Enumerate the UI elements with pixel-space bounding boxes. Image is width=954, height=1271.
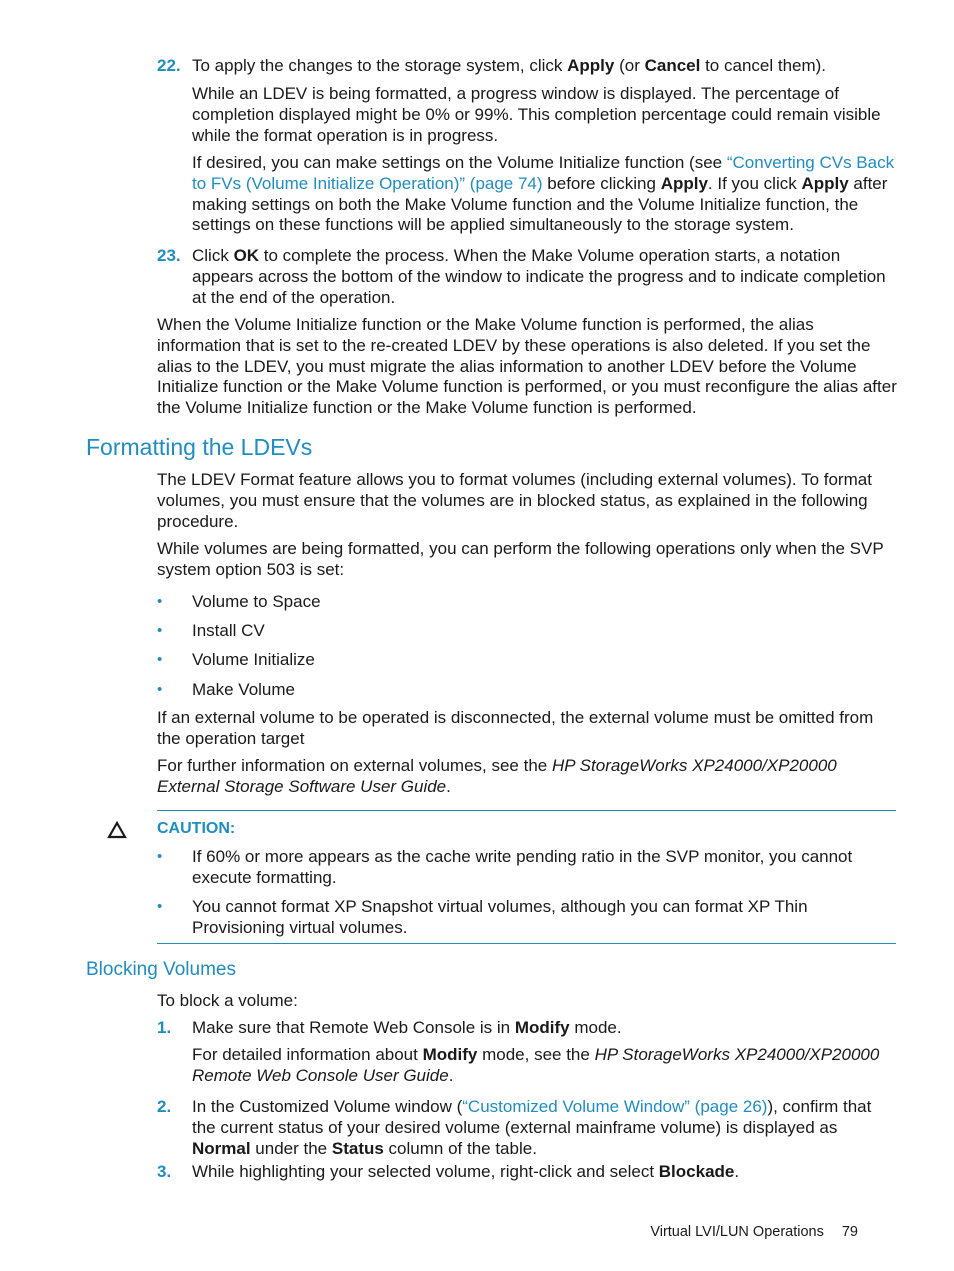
step-22-settings-paragraph — [192, 153, 897, 236]
text: . — [734, 1162, 740, 1181]
text: to cancel them). — [700, 56, 827, 75]
bold-term: Status — [331, 1138, 384, 1158]
blocking-intro: To block a volume: — [157, 991, 298, 1010]
section-heading: Formatting the LDEVs — [86, 434, 313, 460]
bullet-icon: • — [157, 593, 163, 610]
text: . — [446, 776, 451, 796]
page-footer — [632, 1222, 858, 1243]
bullet-icon: • — [157, 848, 163, 865]
guide-title: HP StorageWorks XP24000/XP20000 External Storage Software User Guide — [157, 756, 837, 796]
text: To apply the changes to the storage system, click — [192, 56, 568, 75]
text: column of the table. — [383, 1138, 537, 1158]
text: In the Customized Volume window ( — [192, 1097, 463, 1116]
text: For detailed information about — [192, 1045, 423, 1064]
guide-title: HP StorageWorks XP24000/XP20000 Remote Web Console User Guide — [192, 1045, 880, 1085]
cross-reference-link[interactable]: “Customized Volume Window” (page 26) — [462, 1097, 768, 1116]
further-info-paragraph — [157, 756, 897, 798]
text: (or — [614, 56, 645, 75]
svp-option-paragraph: While volumes are being formatted, you can perform the following operations only when the SVP system option 503 is set: — [157, 539, 884, 579]
text: before clicking — [542, 173, 661, 193]
step-number: 2. — [157, 1097, 172, 1116]
bold-term: Cancel — [644, 56, 701, 75]
list-item: Volume Initialize — [192, 650, 315, 669]
subsection-heading: Blocking Volumes — [86, 959, 236, 980]
bullet-icon: • — [157, 622, 163, 639]
alias-paragraph: When the Volume Initialize function or the Make Volume function is performed, the alias information that is set to the re-created LDEV by these operations is also deleted. If you set the alias to the LDEV, you must migrate the alias information to another LDEV before the Volume Initialize function or the Make Volume function is performed, or you must reconfigure the alias after the Volume Initialize function or the Make Volume function is performed. — [157, 315, 897, 418]
bullet-icon: • — [157, 681, 163, 698]
text: mode. — [569, 1018, 622, 1037]
step-22-text — [192, 56, 897, 77]
text: While highlighting your selected volume, right-click and select — [192, 1162, 659, 1181]
format-intro-paragraph: The LDEV Format feature allows you to format volumes (including external volumes). To format volumes, you must ensure that the volumes are in blocked status, as explained in the following procedure. — [157, 470, 872, 531]
step-number: 22. — [157, 56, 181, 75]
bold-term: Apply — [801, 173, 849, 193]
list-item: Volume to Space — [192, 592, 321, 611]
bullet-icon: • — [157, 651, 163, 668]
text: If desired, you can make settings on the Volume Initialize function (see — [192, 153, 727, 172]
blocking-step-1 — [192, 1018, 897, 1039]
text: to complete the process. When the Make Volume operation starts, a notation appears across the bottom of the window to indicate the progress and to indicate completion at the end of the operation. — [192, 246, 886, 307]
blocking-step-1-detail — [192, 1045, 897, 1087]
text: For further information on external volumes, see the — [157, 756, 552, 775]
caution-top-rule — [157, 810, 896, 811]
caution-label: CAUTION: — [157, 820, 236, 837]
caution-item: If 60% or more appears as the cache write pending ratio in the SVP monitor, you cannot execute formatting. — [192, 847, 853, 887]
cross-reference-link[interactable]: “Converting CVs Back to FVs (Volume Initialize Operation)” (page 74) — [192, 153, 895, 193]
blocking-step-2 — [192, 1097, 897, 1159]
text: mode, see the — [477, 1045, 595, 1064]
bold-term: OK — [233, 246, 260, 265]
text: . If you click — [707, 173, 802, 193]
warning-triangle-icon — [107, 821, 127, 839]
caution-item: You cannot format XP Snapshot virtual volumes, although you can format XP Thin Provisioning virtual volumes. — [192, 897, 808, 937]
text: after making settings on both the Make Volume function and the Volume Initialize function, the settings on these functions will be applied simultaneously to the storage system. — [192, 173, 888, 235]
bold-term: Apply — [567, 56, 615, 75]
page-number: 79 — [841, 1224, 858, 1240]
text: Click — [192, 246, 234, 265]
footer-section-title: Virtual LVI/LUN Operations — [650, 1224, 824, 1240]
bold-term: Normal — [192, 1138, 251, 1158]
bold-term: Blockade — [658, 1162, 735, 1181]
bold-term: Apply — [660, 173, 708, 193]
blocking-step-3 — [192, 1162, 897, 1183]
text: Make sure that Remote Web Console is in — [192, 1018, 515, 1037]
step-23-text — [192, 246, 897, 308]
step-22-progress-paragraph: While an LDEV is being formatted, a progress window is displayed. The percentage of completion displayed might be 0% or 99%. This completion percentage could remain visible while the format operation is in progress. — [192, 84, 881, 145]
text: ), confirm that the current status of your desired volume (external mainframe volume) is displayed as — [192, 1097, 872, 1137]
bullet-icon: • — [157, 898, 163, 915]
step-number: 1. — [157, 1018, 172, 1037]
bold-term: Modify — [514, 1018, 570, 1037]
text: . — [448, 1065, 454, 1085]
step-number: 3. — [157, 1162, 172, 1181]
text: under the — [250, 1138, 332, 1158]
external-volume-note: If an external volume to be operated is disconnected, the external volume must be omitted from the operation target — [157, 708, 874, 748]
list-item: Make Volume — [192, 680, 295, 699]
bold-term: Modify — [422, 1045, 478, 1064]
caution-bottom-rule — [157, 943, 896, 944]
step-number: 23. — [157, 246, 181, 265]
list-item: Install CV — [192, 621, 265, 640]
